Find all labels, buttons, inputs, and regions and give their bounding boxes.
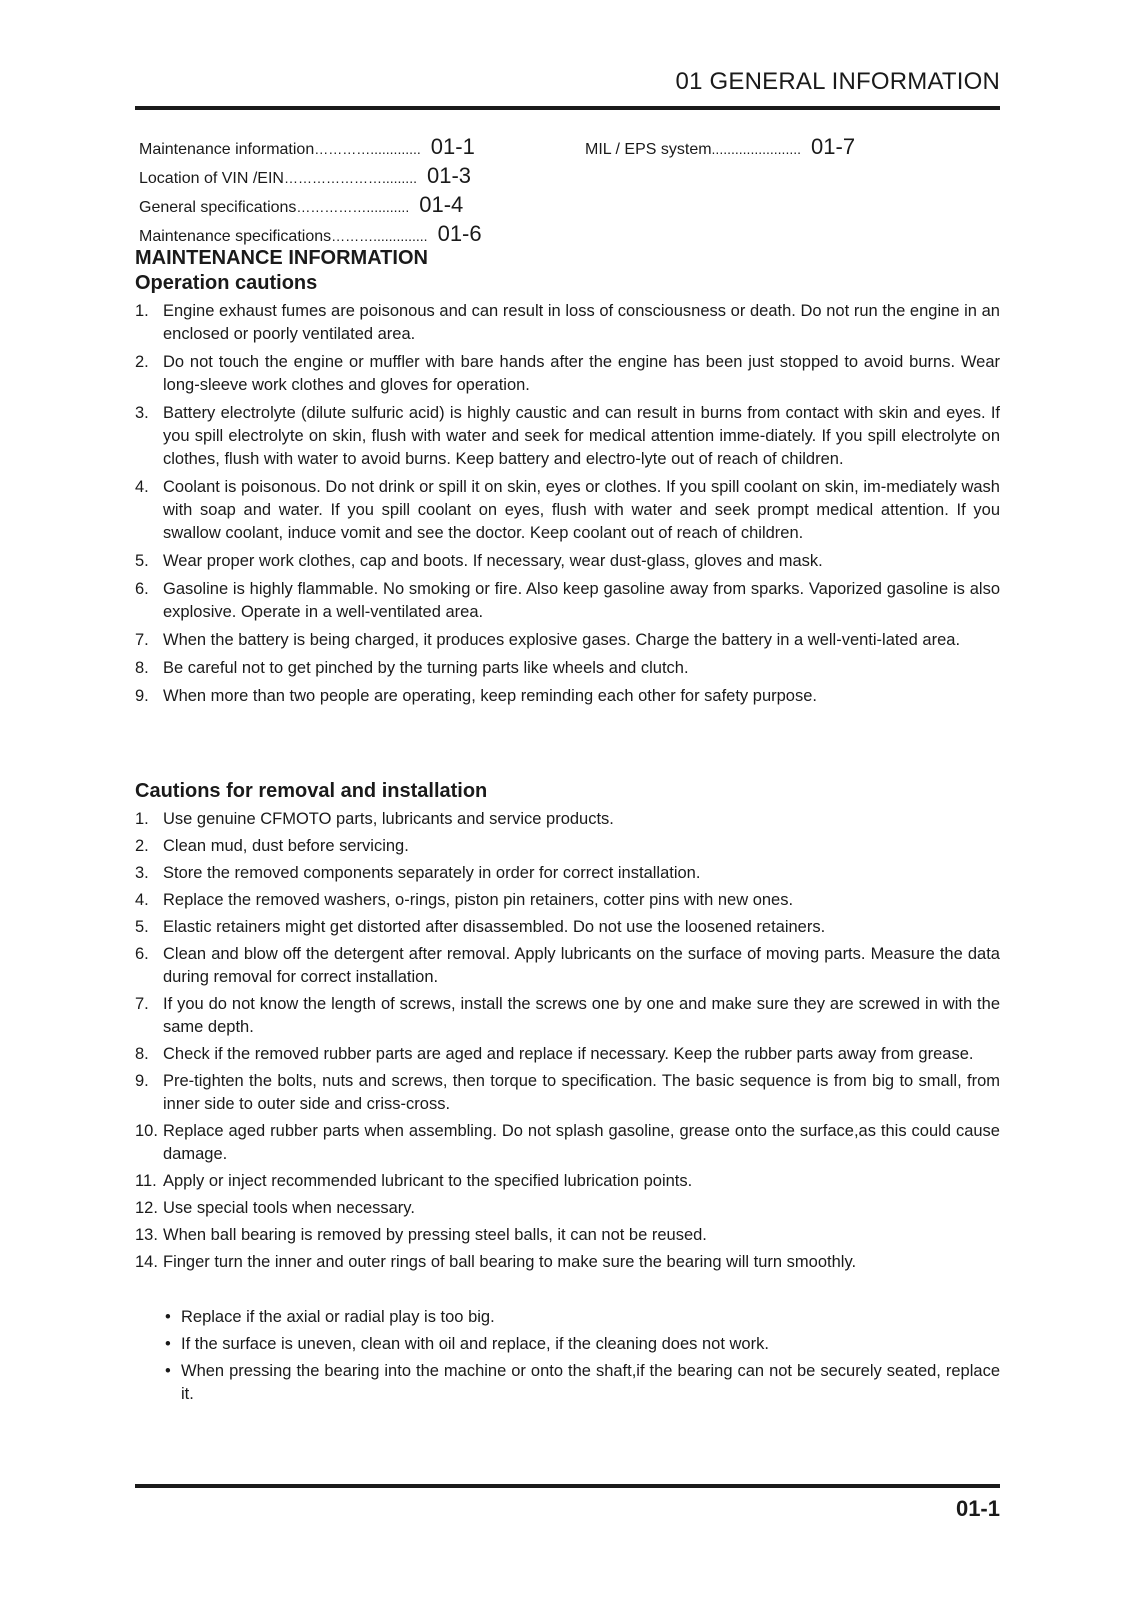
bullet-item <box>165 1333 1000 1356</box>
item-text: Wear proper work clothes, cap and boots. If necessary, wear dust-glass, gloves and mask. <box>163 552 823 570</box>
toc-entry-page: 01-7 <box>811 134 856 159</box>
item-number: 8. <box>135 1045 149 1063</box>
bullet-icon: • <box>165 1362 171 1380</box>
toc-entry[interactable] <box>139 163 539 192</box>
toc-leader: …………………......... <box>283 170 417 186</box>
list-item <box>135 1070 1000 1116</box>
list-item <box>135 1043 1000 1066</box>
toc-entry-label: General specifications <box>139 199 297 216</box>
item-number: 4. <box>135 478 149 496</box>
list-item <box>135 889 1000 912</box>
item-text: Apply or inject recommended lubricant to the specified lubrication points. <box>163 1172 693 1190</box>
list-item <box>135 578 1000 624</box>
item-number: 5. <box>135 552 149 570</box>
item-text: If you do not know the length of screws, install the screws one by one and make sure they are screwed in with the same depth. <box>163 995 1000 1036</box>
page-number: 01-1 <box>955 1496 1000 1521</box>
item-text: When ball bearing is removed by pressing steel balls, it can not be reused. <box>163 1226 707 1244</box>
item-text: Use special tools when necessary. <box>163 1199 415 1217</box>
toc-entry-label: MIL / EPS system <box>585 141 712 158</box>
toc-leader: ....................... <box>711 141 802 157</box>
toc-entry-page: 01-6 <box>437 221 482 246</box>
item-number: 6. <box>135 945 149 963</box>
toc-entry-page: 01-3 <box>426 163 472 188</box>
item-text: Store the removed components separately in order for correct installation. <box>163 864 701 882</box>
list-item <box>135 402 1000 471</box>
item-text: Be careful not to get pinched by the turning parts like wheels and clutch. <box>163 659 689 677</box>
operation-cautions-heading: Operation cautions <box>135 272 318 294</box>
list-item <box>135 550 1000 573</box>
item-number: 3. <box>135 404 149 422</box>
item-number: 9. <box>135 1072 149 1090</box>
chapter-title: 01 GENERAL INFORMATION <box>675 68 1000 95</box>
item-number: 11. <box>135 1172 157 1190</box>
toc-entry[interactable] <box>585 134 915 163</box>
removal-installation-heading: Cautions for removal and installation <box>135 780 488 802</box>
toc-entry-label: Maintenance specifications <box>139 228 332 245</box>
item-text: Clean and blow off the detergent after removal. Apply lubricants on the surface of moving parts. Measure the data during removal for correct installation. <box>163 945 1000 986</box>
list-item <box>135 1224 1000 1247</box>
item-text: Clean mud, dust before servicing. <box>163 837 409 855</box>
toc-leader: ……….............. <box>331 228 428 244</box>
item-text: Do not touch the engine or muffler with bare hands after the engine has been just stopped to avoid burns. Wear long-sleeve work clothes and gloves for operation. <box>163 353 1000 394</box>
item-text: When more than two people are operating, keep reminding each other for safety purpose. <box>163 687 817 705</box>
item-number: 3. <box>135 864 149 882</box>
item-text: Battery electrolyte (dilute sulfuric acid) is highly caustic and can result in burns from contact with skin and eyes. If you spill electrolyte on skin, flush with water and seek for medical attention imme-diately. If you spill electrolyte on clothes, flush with water to avoid burns. Keep battery and electro-lyte out of reach of children. <box>163 404 1000 468</box>
toc-leader: …………............. <box>314 141 421 157</box>
list-item <box>135 1120 1000 1166</box>
toc-entry-label: Location of VIN /EIN <box>139 170 284 187</box>
item-number: 2. <box>135 837 149 855</box>
section-heading: MAINTENANCE INFORMATION <box>135 247 428 269</box>
toc-entry-label: Maintenance information <box>139 141 315 158</box>
footer-rule <box>135 1484 1000 1488</box>
item-number: 4. <box>135 891 149 909</box>
item-number: 8. <box>135 659 149 677</box>
list-item <box>135 1251 1000 1274</box>
list-item <box>135 943 1000 989</box>
item-number: 1. <box>135 302 149 320</box>
toc-leader: ……………........... <box>296 199 410 215</box>
item-text: When the battery is being charged, it produces explosive gases. Charge the battery in a well-venti-lated area. <box>163 631 961 649</box>
list-item <box>135 1197 1000 1220</box>
item-text: Check if the removed rubber parts are aged and replace if necessary. Keep the rubber parts away from grease. <box>163 1045 974 1063</box>
toc-entry-page: 01-4 <box>419 192 464 217</box>
bullet-text: Replace if the axial or radial play is too big. <box>181 1308 495 1326</box>
bearing-bullet-list <box>165 1306 1000 1406</box>
bullet-text: If the surface is uneven, clean with oil and replace, if the cleaning does not work. <box>181 1335 769 1353</box>
item-text: Replace aged rubber parts when assembling. Do not splash gasoline, grease onto the surface,as this could cause damage. <box>163 1122 1000 1163</box>
list-item <box>135 300 1000 346</box>
item-text: Gasoline is highly flammable. No smoking or fire. Also keep gasoline away from sparks. Vaporized gasoline is also explosive. Operate in a well-ventilated area. <box>163 580 1000 621</box>
removal-installation-list <box>135 808 1000 1274</box>
item-number: 12. <box>135 1199 158 1217</box>
list-item <box>135 629 1000 652</box>
item-number: 1. <box>135 810 149 828</box>
item-text: Coolant is poisonous. Do not drink or spill it on skin, eyes or clothes. If you spill coolant on skin, im-mediately wash with soap and water. If you spill coolant on eyes, flush with water and seek prompt medical attention. If you swallow coolant, induce vomit and see the doctor. Keep coolant out of reach of children. <box>163 478 1000 542</box>
list-item <box>135 685 1000 708</box>
toc-entry-page: 01-1 <box>430 134 475 159</box>
list-item <box>135 657 1000 680</box>
item-number: 5. <box>135 918 149 936</box>
toc-column-left <box>139 134 539 250</box>
item-text: Use genuine CFMOTO parts, lubricants and service products. <box>163 810 614 828</box>
item-text: Pre-tighten the bolts, nuts and screws, then torque to specification. The basic sequence is from big to small, from inner side to outer side and criss-cross. <box>163 1072 1000 1113</box>
list-item <box>135 476 1000 545</box>
item-text: Replace the removed washers, o-rings, piston pin retainers, cotter pins with new ones. <box>163 891 794 909</box>
item-number: 7. <box>135 995 149 1013</box>
list-item <box>135 862 1000 885</box>
header-rule <box>135 106 1000 110</box>
item-number: 13. <box>135 1226 158 1244</box>
bullet-text: When pressing the bearing into the machine or onto the shaft,if the bearing can not be securely seated, replace it. <box>181 1362 1000 1403</box>
list-item <box>135 993 1000 1039</box>
item-text: Engine exhaust fumes are poisonous and can result in loss of consciousness or death. Do not run the engine in an enclosed or poorly ventilated area. <box>163 302 1000 343</box>
item-number: 9. <box>135 687 149 705</box>
list-item <box>135 1170 1000 1193</box>
toc-entry[interactable] <box>139 221 539 250</box>
item-number: 10. <box>135 1122 158 1140</box>
bullet-item <box>165 1306 1000 1329</box>
list-item <box>135 808 1000 831</box>
toc-entry[interactable] <box>139 134 539 163</box>
item-number: 14. <box>135 1253 158 1271</box>
bullet-item <box>165 1360 1000 1406</box>
operation-cautions-list <box>135 300 1000 708</box>
item-number: 2. <box>135 353 149 371</box>
item-number: 7. <box>135 631 149 649</box>
item-number: 6. <box>135 580 149 598</box>
item-text: Finger turn the inner and outer rings of ball bearing to make sure the bearing will turn smoothly. <box>163 1253 857 1271</box>
bullet-icon: • <box>165 1335 171 1353</box>
toc-column-right <box>585 134 915 163</box>
list-item <box>135 835 1000 858</box>
toc-entry[interactable] <box>139 192 539 221</box>
list-item <box>135 916 1000 939</box>
item-text: Elastic retainers might get distorted after disassembled. Do not use the loosened retainers. <box>163 918 826 936</box>
bullet-icon: • <box>165 1308 171 1326</box>
list-item <box>135 351 1000 397</box>
